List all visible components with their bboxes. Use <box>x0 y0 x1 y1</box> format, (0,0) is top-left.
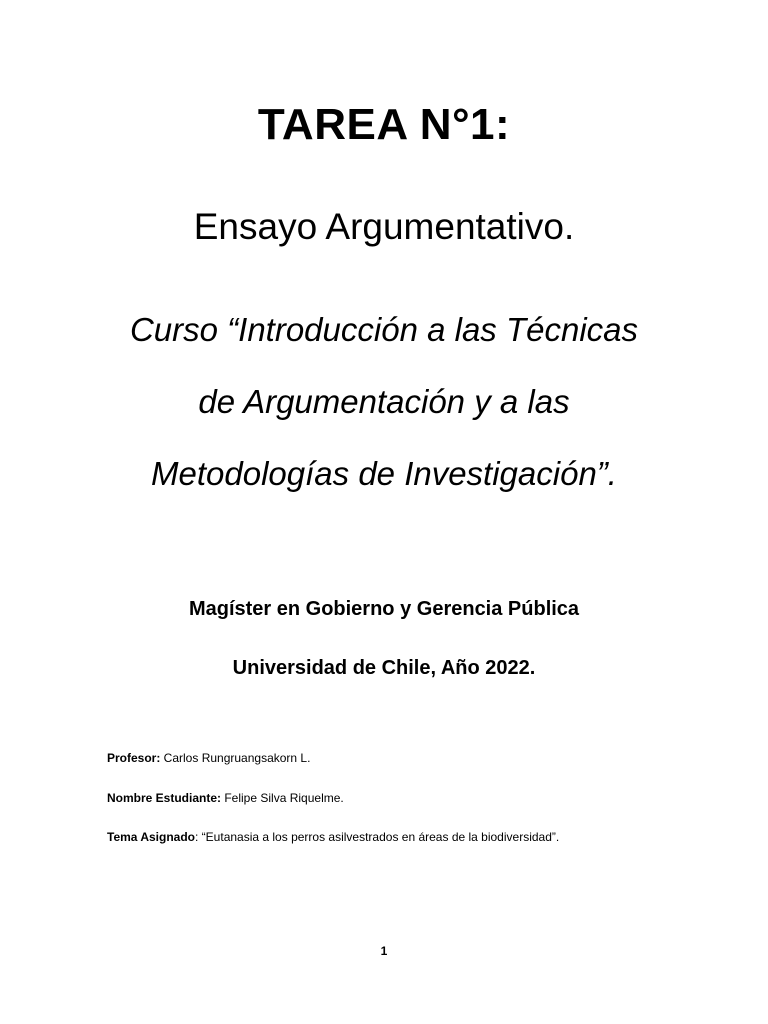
student-field <box>107 791 344 805</box>
professor-value: Carlos Rungruangsakorn L. <box>160 751 311 765</box>
course-line: Metodologías de Investigación”. <box>151 455 617 492</box>
page-number: 1 <box>380 944 388 958</box>
student-label: Nombre Estudiante: <box>107 791 222 805</box>
document-subtitle: Ensayo Argumentativo. <box>193 206 575 247</box>
university-year: Universidad de Chile, Año 2022. <box>232 657 536 679</box>
course-name <box>0 294 768 510</box>
course-line: Curso “Introducción a las Técnicas <box>129 311 639 348</box>
program-name: Magíster en Gobierno y Gerencia Pública <box>188 598 580 620</box>
professor-field <box>107 751 310 765</box>
student-value: Felipe Silva Riquelme. <box>221 791 344 805</box>
course-line: de Argumentación y a las <box>198 383 570 420</box>
topic-value: : “Eutanasia a los perros asilvestrados en áreas de la biodiversidad”. <box>195 830 560 844</box>
topic-label: Tema Asignado <box>107 830 196 844</box>
professor-label: Profesor: <box>107 751 161 765</box>
topic-field <box>107 830 559 844</box>
document-title: TAREA N°1: <box>257 100 511 149</box>
